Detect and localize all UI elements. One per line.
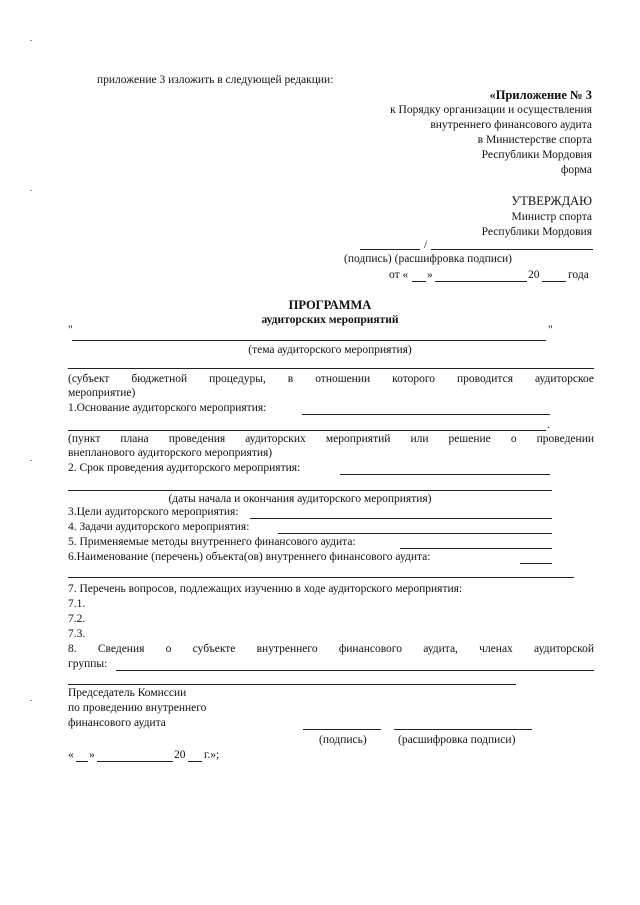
basis-line-2	[68, 430, 546, 431]
subject-line	[68, 368, 594, 369]
dates-line	[68, 490, 552, 491]
plan-caption-cont: внепланового аудиторского мероприятия)	[68, 447, 273, 459]
goals-line	[250, 518, 552, 519]
approve-line: Министр спорта	[511, 211, 592, 223]
footer-date-20: 20	[174, 749, 186, 761]
header-line: Республики Мордовия	[481, 149, 592, 161]
form-label: форма	[560, 164, 592, 176]
term-label: 2. Срок проведения аудиторского мероприятия:	[68, 462, 301, 474]
basis-line	[302, 414, 550, 415]
subject-caption: (субъект бюджетной процедуры, в отношении которого проводится аудиторское	[68, 373, 594, 385]
margin-mark	[30, 40, 32, 41]
methods-label: 5. Применяемые методы внутреннего финансового аудита:	[68, 536, 356, 548]
margin-mark	[30, 460, 32, 461]
chair-signature-caption: (подпись)	[319, 734, 367, 746]
day-line	[412, 281, 426, 282]
questions-label: 7. Перечень вопросов, подлежащих изучению в ходе аудиторского мероприятия:	[68, 583, 463, 595]
signature-line	[360, 249, 420, 250]
signature-caption: (подпись) (расшифровка подписи)	[344, 253, 513, 265]
question-item: 7.3.	[68, 628, 86, 640]
footer-month-line	[97, 761, 173, 762]
chair-decode-line	[394, 729, 532, 730]
quote-close: "	[548, 324, 553, 336]
chair-label: Председатель Комиссии	[68, 687, 187, 699]
objects-label: 6.Наименование (перечень) объекта(ов) внутреннего финансового аудита:	[68, 551, 431, 563]
group-line	[116, 670, 594, 671]
basis-dot: .	[547, 419, 550, 431]
program-subtitle: аудиторских мероприятий	[261, 314, 399, 326]
methods-line	[400, 548, 552, 549]
topic-line	[72, 340, 546, 341]
date-20: 20	[528, 269, 540, 281]
objects-line	[520, 563, 552, 564]
header-line: к Порядку организации и осуществления	[390, 104, 592, 116]
group-line-2	[68, 684, 516, 685]
margin-mark	[30, 190, 32, 191]
info-label: 8. Сведения о субъекте внутреннего финансового аудита, членах аудиторской	[68, 643, 594, 655]
footer-year-line	[188, 761, 202, 762]
date-year: года	[568, 269, 589, 281]
date-quote: »	[427, 269, 433, 281]
date-from: от «	[389, 269, 409, 281]
signature-slash: /	[424, 239, 428, 251]
approve-title: УТВЕРЖДАЮ	[511, 194, 592, 208]
basis-label: 1.Основание аудиторского мероприятия:	[68, 402, 267, 414]
quote-open: "	[68, 324, 73, 336]
header-line: внутреннего финансового аудита	[430, 119, 592, 131]
intro-text: приложение 3 изложить в следующей редакции:	[97, 74, 334, 86]
footer-day-line	[76, 761, 88, 762]
info-label-cont: группы:	[68, 658, 108, 670]
approve-line: Республики Мордовия	[481, 226, 592, 238]
chair-signature-line	[303, 729, 381, 730]
footer-date-quote: »	[89, 749, 95, 761]
footer-date-end: г.»;	[204, 749, 220, 761]
tasks-line	[278, 533, 552, 534]
subject-caption-cont: мероприятие)	[68, 387, 136, 399]
footer-date-open: «	[68, 749, 74, 761]
appendix-title: «Приложение № 3	[489, 88, 592, 102]
plan-caption: (пункт плана проведения аудиторских мероприятий или решение о проведении	[68, 433, 594, 445]
chair-label: по проведению внутреннего	[68, 702, 207, 714]
question-item: 7.2.	[68, 613, 86, 625]
dates-caption: (даты начала и окончания аудиторского мероприятия)	[168, 493, 432, 505]
question-item: 7.1.	[68, 598, 86, 610]
goals-label: 3.Цели аудиторского мероприятия:	[68, 506, 239, 518]
margin-mark	[30, 700, 32, 701]
decode-line	[431, 249, 593, 250]
month-line	[435, 281, 527, 282]
chair-decode-caption: (расшифровка подписи)	[398, 734, 516, 746]
year-line	[542, 281, 566, 282]
objects-line-2	[68, 577, 574, 578]
tasks-label: 4. Задачи аудиторского мероприятия:	[68, 521, 250, 533]
header-line: в Министерстве спорта	[477, 134, 592, 146]
topic-caption: (тема аудиторского мероприятия)	[248, 344, 412, 356]
chair-label: финансового аудита	[68, 717, 166, 729]
term-line	[340, 474, 550, 475]
program-title: ПРОГРАММА	[288, 298, 372, 312]
